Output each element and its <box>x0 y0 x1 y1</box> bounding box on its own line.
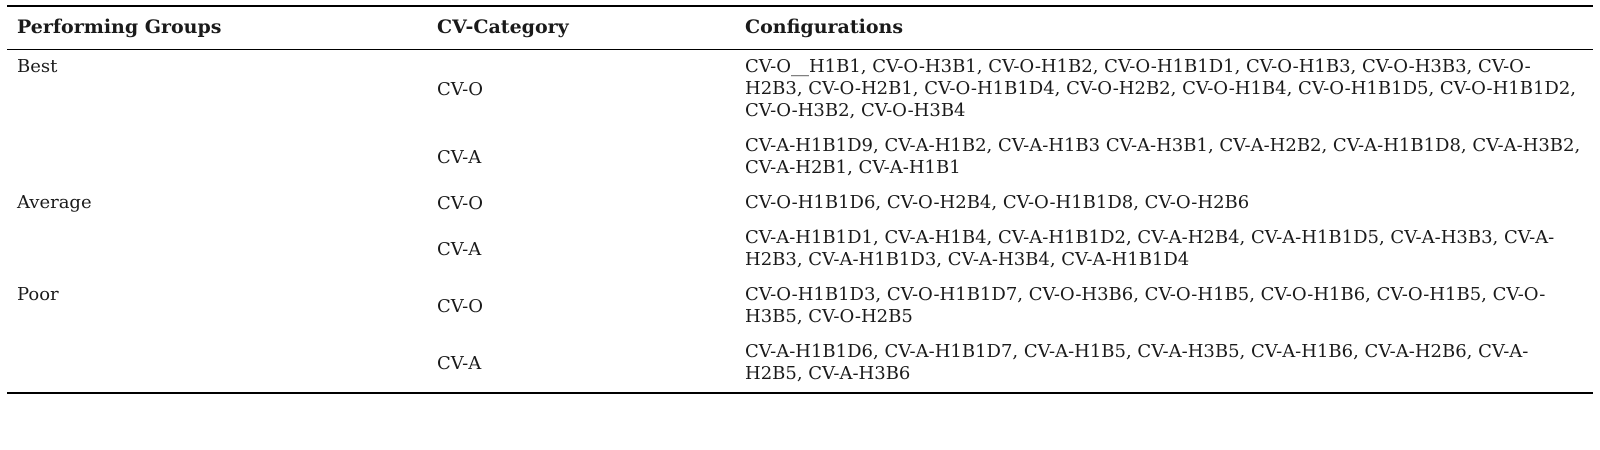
group-cell-best <box>7 50 427 187</box>
header-cv-category: CV-Category <box>427 6 735 50</box>
configurations-text: CV-A-H1B1D6, CV-A-H1B1D7, CV-A-H1B5, CV-A-H3B5, CV-A-H1B6, CV-A-H2B6, CV-A-H2B5, CV-A-H3B6 <box>745 341 1529 384</box>
category-cell: CV-O <box>437 192 483 214</box>
configurations-text: CV-O-H1B1D3, CV-O-H1B1D7, CV-O-H3B6, CV-O-H1B5, CV-O-H1B6, CV-O-H1B5, CV-O-H3B5, CV-O-H2B5 <box>745 284 1546 327</box>
category-cell: CV-A <box>437 238 482 260</box>
configurations-cell <box>735 129 1593 186</box>
table-row <box>7 186 1593 221</box>
configurations-cell <box>735 50 1593 130</box>
header-performing-groups: Performing Groups <box>7 6 427 50</box>
table-header <box>7 6 1593 50</box>
configurations-cell <box>735 186 1593 221</box>
header-configurations: Configurations <box>735 6 1593 50</box>
configurations-cell <box>735 221 1593 278</box>
category-cell: CV-A <box>437 146 482 168</box>
group-cell-poor <box>7 278 427 393</box>
header-row <box>7 6 1593 50</box>
table-row <box>7 278 1593 335</box>
configurations-text: CV-A-H1B1D9, CV-A-H1B2, CV-A-H1B3 CV-A-H3B1, CV-A-H2B2, CV-A-H1B1D8, CV-A-H3B2, CV-A-H2B1, CV-A-H1B1 <box>745 135 1581 178</box>
category-cell: CV-A <box>437 352 482 374</box>
table-body <box>7 50 1593 394</box>
configurations-cell <box>735 278 1593 335</box>
group-label: Best <box>17 56 58 77</box>
configurations-text: CV-O-H1B1D6, CV-O-H2B4, CV-O-H1B1D8, CV-O-H2B6 <box>745 192 1250 213</box>
configurations-text: CV-A-H1B1D1, CV-A-H1B4, CV-A-H1B1D2, CV-A-H2B4, CV-A-H1B1D5, CV-A-H3B3, CV-A-H2B3, CV-A-H1B1D3, CV-A-H3B4, CV-A-H1B1D4 <box>745 227 1555 270</box>
table-row <box>7 50 1593 130</box>
group-cell-average <box>7 186 427 278</box>
category-cell: CV-O <box>437 78 483 100</box>
configurations-text: CV-O__H1B1, CV-O-H3B1, CV-O-H1B2, CV-O-H1B1D1, CV-O-H1B3, CV-O-H3B3, CV-O-H2B3, CV-O-H2B1, CV-O-H1B1D4, CV-O-H2B2, CV-O-H1B4, CV-O-H1B1D5, CV-O-H1B1D2, CV-O-H3B2, CV-O-H3B4 <box>745 56 1577 121</box>
category-cell: CV-O <box>437 295 483 317</box>
configurations-cell <box>735 335 1593 393</box>
group-label: Average <box>17 192 92 213</box>
group-label: Poor <box>17 284 59 305</box>
performance-groups-table <box>7 5 1593 394</box>
